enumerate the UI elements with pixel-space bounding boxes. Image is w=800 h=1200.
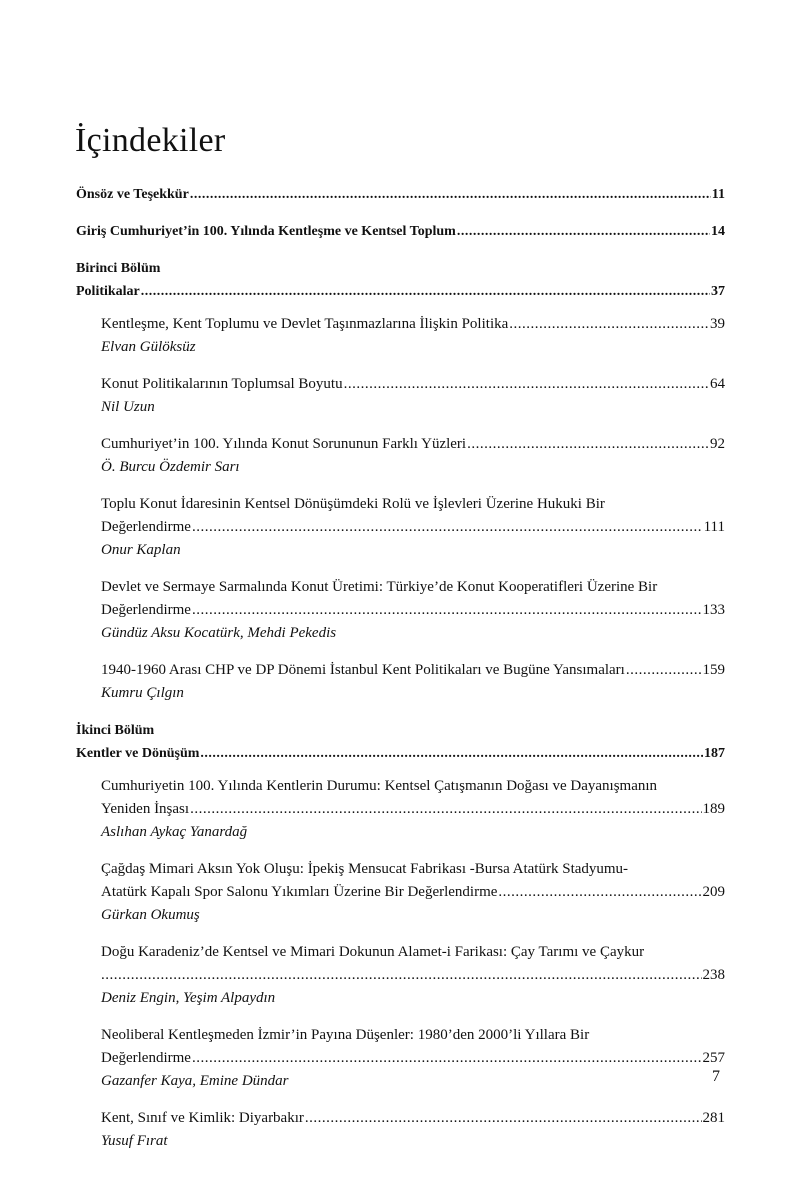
dot-leader: [467, 433, 709, 456]
dot-leader: [457, 220, 710, 243]
chapter-title-final-line: [101, 798, 725, 821]
toc-chapter-entry[interactable]: [76, 659, 725, 705]
entry-page-number: 37: [711, 284, 725, 299]
chapter-author: Deniz Engin, Yeşim Alpaydın: [101, 990, 276, 1006]
dot-leader: [141, 280, 710, 303]
chapter-title-final-line: [101, 373, 725, 396]
chapter-author: Gazanfer Kaya, Emine Dündar: [101, 1073, 289, 1089]
chapter-title-line: Doğu Karadeniz’de Kentsel ve Mimari Dokunun Alamet-i Farikası: Çay Tarımı ve Çaykur: [101, 944, 645, 960]
entry-title: Atatürk Kapalı Spor Salonu Yıkımları Üzerine Bir Değerlendirme: [101, 884, 498, 900]
chapter-author: Yusuf Fırat: [101, 1133, 168, 1149]
entry-title: 1940-1960 Arası CHP ve DP Dönemi İstanbul Kent Politikaları ve Bugüne Yansımaları: [101, 662, 625, 678]
toc-chapter-entry[interactable]: [76, 858, 725, 927]
toc-part-heading[interactable]: [76, 742, 725, 765]
entry-page-number: 14: [711, 224, 725, 239]
chapter-author: Aslıhan Aykaç Yanardağ: [101, 824, 248, 840]
entry-page-number: 133: [702, 602, 725, 618]
toc-chapter-entry[interactable]: [76, 1107, 725, 1153]
dot-leader: [305, 1107, 702, 1130]
page-title: İçindekiler: [75, 122, 226, 159]
chapter-author: Kumru Çılgın: [101, 685, 184, 701]
entry-title: Değerlendirme: [101, 602, 191, 618]
entry-page-number: 209: [702, 884, 725, 900]
entry-title: Önsöz ve Teşekkür: [76, 187, 189, 202]
dot-leader: [344, 373, 709, 396]
entry-title: Giriş Cumhuriyet’in 100. Yılında Kentleşme ve Kentsel Toplum: [76, 224, 456, 239]
chapter-author: Nil Uzun: [101, 399, 155, 415]
toc-part-heading[interactable]: [76, 280, 725, 303]
entry-page-number: 39: [710, 316, 725, 332]
entry-page-number: 187: [704, 746, 725, 761]
entry-title: Kentleşme, Kent Toplumu ve Devlet Taşınmazlarına İlişkin Politika: [101, 316, 509, 332]
dot-leader: [498, 881, 701, 904]
dot-leader: [190, 183, 711, 206]
entry-page-number: 159: [702, 662, 725, 678]
chapter-title-final-line: [101, 659, 725, 682]
entry-page-number: 189: [702, 801, 725, 817]
chapter-title-line: Neoliberal Kentleşmeden İzmir’in Payına Düşenler: 1980’den 2000’li Yıllara Bir: [101, 1027, 590, 1043]
part-label: Birinci Bölüm: [76, 261, 161, 276]
toc-chapter-entry[interactable]: [76, 775, 725, 844]
chapter-title-line: Çağdaş Mimari Aksın Yok Oluşu: İpekiş Mensucat Fabrikası -Bursa Atatürk Stadyumu-: [101, 861, 629, 877]
chapter-author: Gündüz Aksu Kocatürk, Mehdi Pekedis: [101, 625, 337, 641]
entry-title: Cumhuriyet’in 100. Yılında Konut Sorununun Farklı Yüzleri: [101, 436, 467, 452]
toc-part: [76, 257, 725, 303]
part-label: İkinci Bölüm: [76, 723, 155, 738]
entry-page-number: 238: [702, 967, 725, 983]
entry-title: Değerlendirme: [101, 519, 191, 535]
entry-title: Politikalar: [76, 284, 140, 299]
dot-leader: [626, 659, 702, 682]
toc-chapter-entry[interactable]: [76, 313, 725, 359]
entry-page-number: 92: [710, 436, 725, 452]
chapter-author: Ö. Burcu Özdemir Sarı: [101, 459, 240, 475]
chapter-title-final-line: [101, 516, 725, 539]
dot-leader: [190, 798, 701, 821]
dot-leader: [200, 742, 703, 765]
chapter-title-line: Devlet ve Sermaye Sarmalında Konut Üretimi: Türkiye’de Konut Kooperatifleri Üzerine Bir: [101, 579, 658, 595]
entry-page-number: 281: [702, 1110, 725, 1126]
chapter-title-final-line: [101, 599, 725, 622]
toc-part: [76, 719, 725, 765]
entry-title: Yeniden İnşası: [101, 801, 190, 817]
chapter-author: Gürkan Okumuş: [101, 907, 200, 923]
entry-title: Değerlendirme: [101, 1050, 191, 1066]
page-number: 7: [712, 1068, 720, 1085]
dot-leader: [192, 516, 703, 539]
toc-chapter-entry[interactable]: [76, 941, 725, 1010]
chapter-title-line: Cumhuriyetin 100. Yılında Kentlerin Durumu: Kentsel Çatışmanın Doğası ve Dayanışmanın: [101, 778, 658, 794]
toc-front-matter-entry[interactable]: [76, 220, 725, 243]
chapter-author: Onur Kaplan: [101, 542, 181, 558]
chapter-title-final-line: [101, 881, 725, 904]
entry-page-number: 11: [711, 187, 725, 202]
chapter-title-final-line: [101, 1047, 725, 1070]
toc-chapter-entry[interactable]: [76, 493, 725, 562]
entry-page-number: 64: [710, 376, 725, 392]
chapter-author: Elvan Gülöksüz: [101, 339, 196, 355]
entry-title: Kentler ve Dönüşüm: [76, 746, 200, 761]
dot-leader: [509, 313, 709, 336]
table-of-contents: [76, 183, 725, 1167]
entry-title: Konut Politikalarının Toplumsal Boyutu: [101, 376, 343, 392]
toc-chapter-entry[interactable]: [76, 576, 725, 645]
chapter-title-final-line: [101, 1107, 725, 1130]
toc-chapter-entry[interactable]: [76, 373, 725, 419]
toc-chapter-entry[interactable]: [76, 1024, 725, 1093]
chapter-title-final-line: [101, 313, 725, 336]
dot-leader: [192, 1047, 702, 1070]
chapter-title-final-line: [101, 964, 725, 987]
entry-page-number: 257: [702, 1050, 725, 1066]
entry-title: Kent, Sınıf ve Kimlik: Diyarbakır: [101, 1110, 304, 1126]
chapter-title-final-line: [101, 433, 725, 456]
toc-chapter-entry[interactable]: [76, 433, 725, 479]
toc-front-matter-entry[interactable]: [76, 183, 725, 206]
dot-leader: [192, 599, 702, 622]
entry-page-number: 111: [703, 519, 725, 535]
dot-leader: [101, 964, 702, 987]
chapter-title-line: Toplu Konut İdaresinin Kentsel Dönüşümdeki Rolü ve İşlevleri Üzerine Hukuki Bir: [101, 496, 605, 512]
